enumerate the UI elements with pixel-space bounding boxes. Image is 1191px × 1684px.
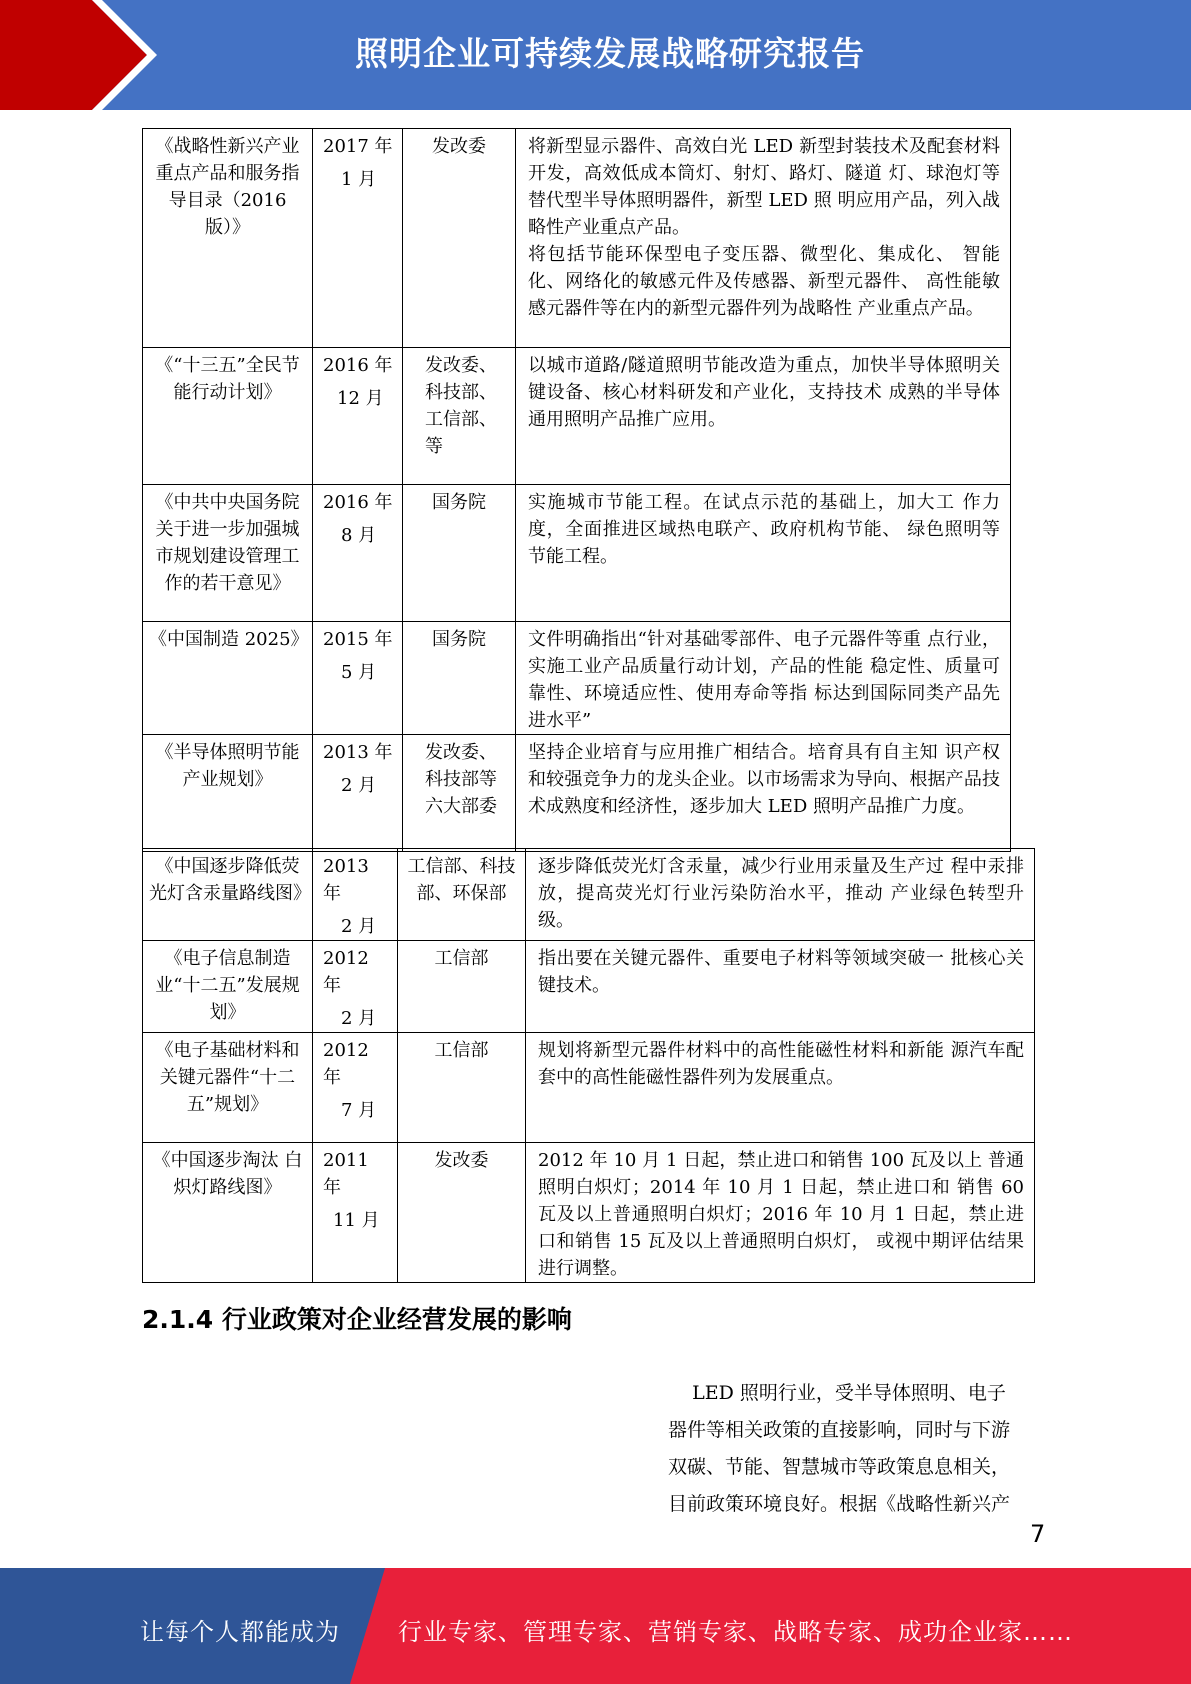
header-title: 照明企业可持续发展战略研究报告	[355, 34, 865, 73]
content-text: 将包括节能环保型电子变压器、微型化、集成化、 智能化、网络化的敏感元件及传感器、新型元器件、 高性能敏感元器件等在内的新型元器件列为战略性 产业重点产品。	[528, 244, 1000, 319]
content-cell: 2012 年 10 月 1 日起，禁止进口和销售 100 瓦及以上 普通照明白炽灯；2014 年 10 月 1 日起，禁止进口和 销售 60 瓦及以上普通照明白炽灯；2016 年 10 月 1 日起，禁止进口和销售 15 瓦及以上普通照明白炽灯， 或视中期评估结果进行调整。	[526, 1143, 1035, 1283]
date-cell	[313, 849, 398, 941]
dept-cell: 发改委、 科技部、工信部、 等	[403, 348, 516, 485]
body-paragraph	[668, 1375, 1046, 1523]
date-year: 2017 年	[323, 136, 393, 157]
header-arrow-decoration	[0, 0, 300, 110]
page-number: 7	[1030, 1520, 1046, 1548]
table-row	[143, 348, 1011, 485]
paragraph-line: 双碳、节能、智慧城市等政策息息相关，	[668, 1456, 1011, 1478]
date-cell	[313, 1143, 398, 1283]
page-header	[0, 0, 1191, 110]
date-month: 1 月	[341, 169, 377, 190]
table-row	[143, 849, 1035, 941]
date-year: 2012 年	[323, 948, 369, 996]
date-year: 2016 年	[323, 355, 393, 376]
dept-cell: 工信部	[398, 941, 526, 1033]
date-cell	[313, 1033, 398, 1143]
date-month: 8 月	[341, 525, 377, 546]
dept-cell: 工信部、科技部、环保部	[398, 849, 526, 941]
doc-cell: 《半导体照明节能产业规划》	[143, 735, 313, 852]
paragraph-line: 目前政策环境良好。根据《战略性新兴产	[668, 1493, 1011, 1515]
date-cell	[313, 735, 403, 852]
date-month: 12 月	[337, 388, 384, 409]
table-row	[143, 485, 1011, 622]
content-cell: 逐步降低荧光灯含汞量，减少行业用汞量及生产过 程中汞排放，提高荧光灯行业污染防治水平，推动 产业绿色转型升级。	[526, 849, 1035, 941]
date-year: 2013 年	[323, 742, 393, 763]
table-row	[143, 129, 1011, 348]
doc-cell: 《电子基础材料和关键元器件“十二五”规划》	[143, 1033, 313, 1143]
footer-slogan-right: 行业专家、管理专家、营销专家、战略专家、成功企业家……	[398, 1618, 1073, 1646]
content-cell	[516, 129, 1011, 348]
table-row	[143, 1033, 1035, 1143]
doc-cell: 《中国逐步降低荧光灯含汞量路线图》	[143, 849, 313, 941]
date-month: 2 月	[341, 916, 377, 937]
content-cell: 实施城市节能工程。在试点示范的基础上，加大工 作力度，全面推进区域热电联产、政府机构节能、 绿色照明等节能工程。	[516, 485, 1011, 622]
content-cell: 指出要在关键元器件、重要电子材料等领域突破一 批核心关键技术。	[526, 941, 1035, 1033]
doc-cell: 《中共中央国务院关于进一步加强城市规划建设管理工作的若干意见》	[143, 485, 313, 622]
date-cell	[313, 129, 403, 348]
date-year: 2013 年	[323, 856, 369, 904]
doc-cell: 《电子信息制造业“十二五”发展规划》	[143, 941, 313, 1033]
date-month: 11 月	[333, 1210, 380, 1231]
date-month: 7 月	[341, 1100, 377, 1121]
date-month: 2 月	[341, 1008, 377, 1029]
content-text: 将新型显示器件、高效白光 LED 新型封装技术及配套材料开发，高效低成本筒灯、射灯、路灯、隧道 灯、球泡灯等替代型半导体照明器件，新型 LED 照 明应用产品，列入战略性产业重点产品。	[528, 136, 1000, 238]
table-row	[143, 622, 1011, 735]
doc-cell: 《战略性新兴产业重点产品和服务指导目录（2016 版）》	[143, 129, 313, 348]
table-row	[143, 735, 1011, 852]
date-year: 2015 年	[323, 629, 393, 650]
date-month: 2 月	[341, 775, 377, 796]
dept-cell: 工信部	[398, 1033, 526, 1143]
date-year: 2011 年	[323, 1150, 369, 1198]
table-row	[143, 941, 1035, 1033]
doc-cell: 《中国逐步淘汰 白炽灯路线图》	[143, 1143, 313, 1283]
date-cell	[313, 622, 403, 735]
content-cell: 坚持企业培育与应用推广相结合。培育具有自主知 识产权和较强竞争力的龙头企业。以市场需求为导向、根据产品技术成熟度和经济性，逐步加大 LED 照明产品推广力度。	[516, 735, 1011, 852]
policy-table-lower	[142, 848, 1035, 1283]
page-footer	[0, 1568, 1191, 1684]
dept-cell: 国务院	[403, 622, 516, 735]
content-cell: 规划将新型元器件材料中的高性能磁性材料和新能 源汽车配套中的高性能磁性器件列为发展重点。	[526, 1033, 1035, 1143]
footer-slogan-left: 让每个人都能成为	[140, 1618, 340, 1646]
date-year: 2012 年	[323, 1040, 369, 1088]
dept-cell: 国务院	[403, 485, 516, 622]
date-year: 2016 年	[323, 492, 393, 513]
date-cell	[313, 348, 403, 485]
dept-cell: 发改委	[403, 129, 516, 348]
content-cell: 以城市道路/隧道照明节能改造为重点，加快半导体照明关键设备、核心材料研发和产业化，支持技术 成熟的半导体通用照明产品推广应用。	[516, 348, 1011, 485]
table-row	[143, 1143, 1035, 1283]
date-cell	[313, 941, 398, 1033]
policy-table-upper	[142, 128, 1011, 852]
dept-cell: 发改委、 科技部等六大部委	[403, 735, 516, 852]
dept-cell: 发改委	[398, 1143, 526, 1283]
doc-cell: 《“十三五”全民节能行动计划》	[143, 348, 313, 485]
date-month: 5 月	[341, 662, 377, 683]
doc-cell: 《中国制造 2025》	[143, 622, 313, 735]
paragraph-line: LED 照明行业，受半导体照明、电子	[668, 1382, 1006, 1404]
section-heading: 2.1.4 行业政策对企业经营发展的影响	[142, 1305, 572, 1334]
paragraph-line: 器件等相关政策的直接影响，同时与下游	[668, 1419, 1011, 1441]
content-cell: 文件明确指出“针对基础零部件、电子元器件等重 点行业，实施工业产品质量行动计划，产品的性能 稳定性、质量可靠性、环境适应性、使用寿命等指 标达到国际同类产品先进水平”	[516, 622, 1011, 735]
date-cell	[313, 485, 403, 622]
